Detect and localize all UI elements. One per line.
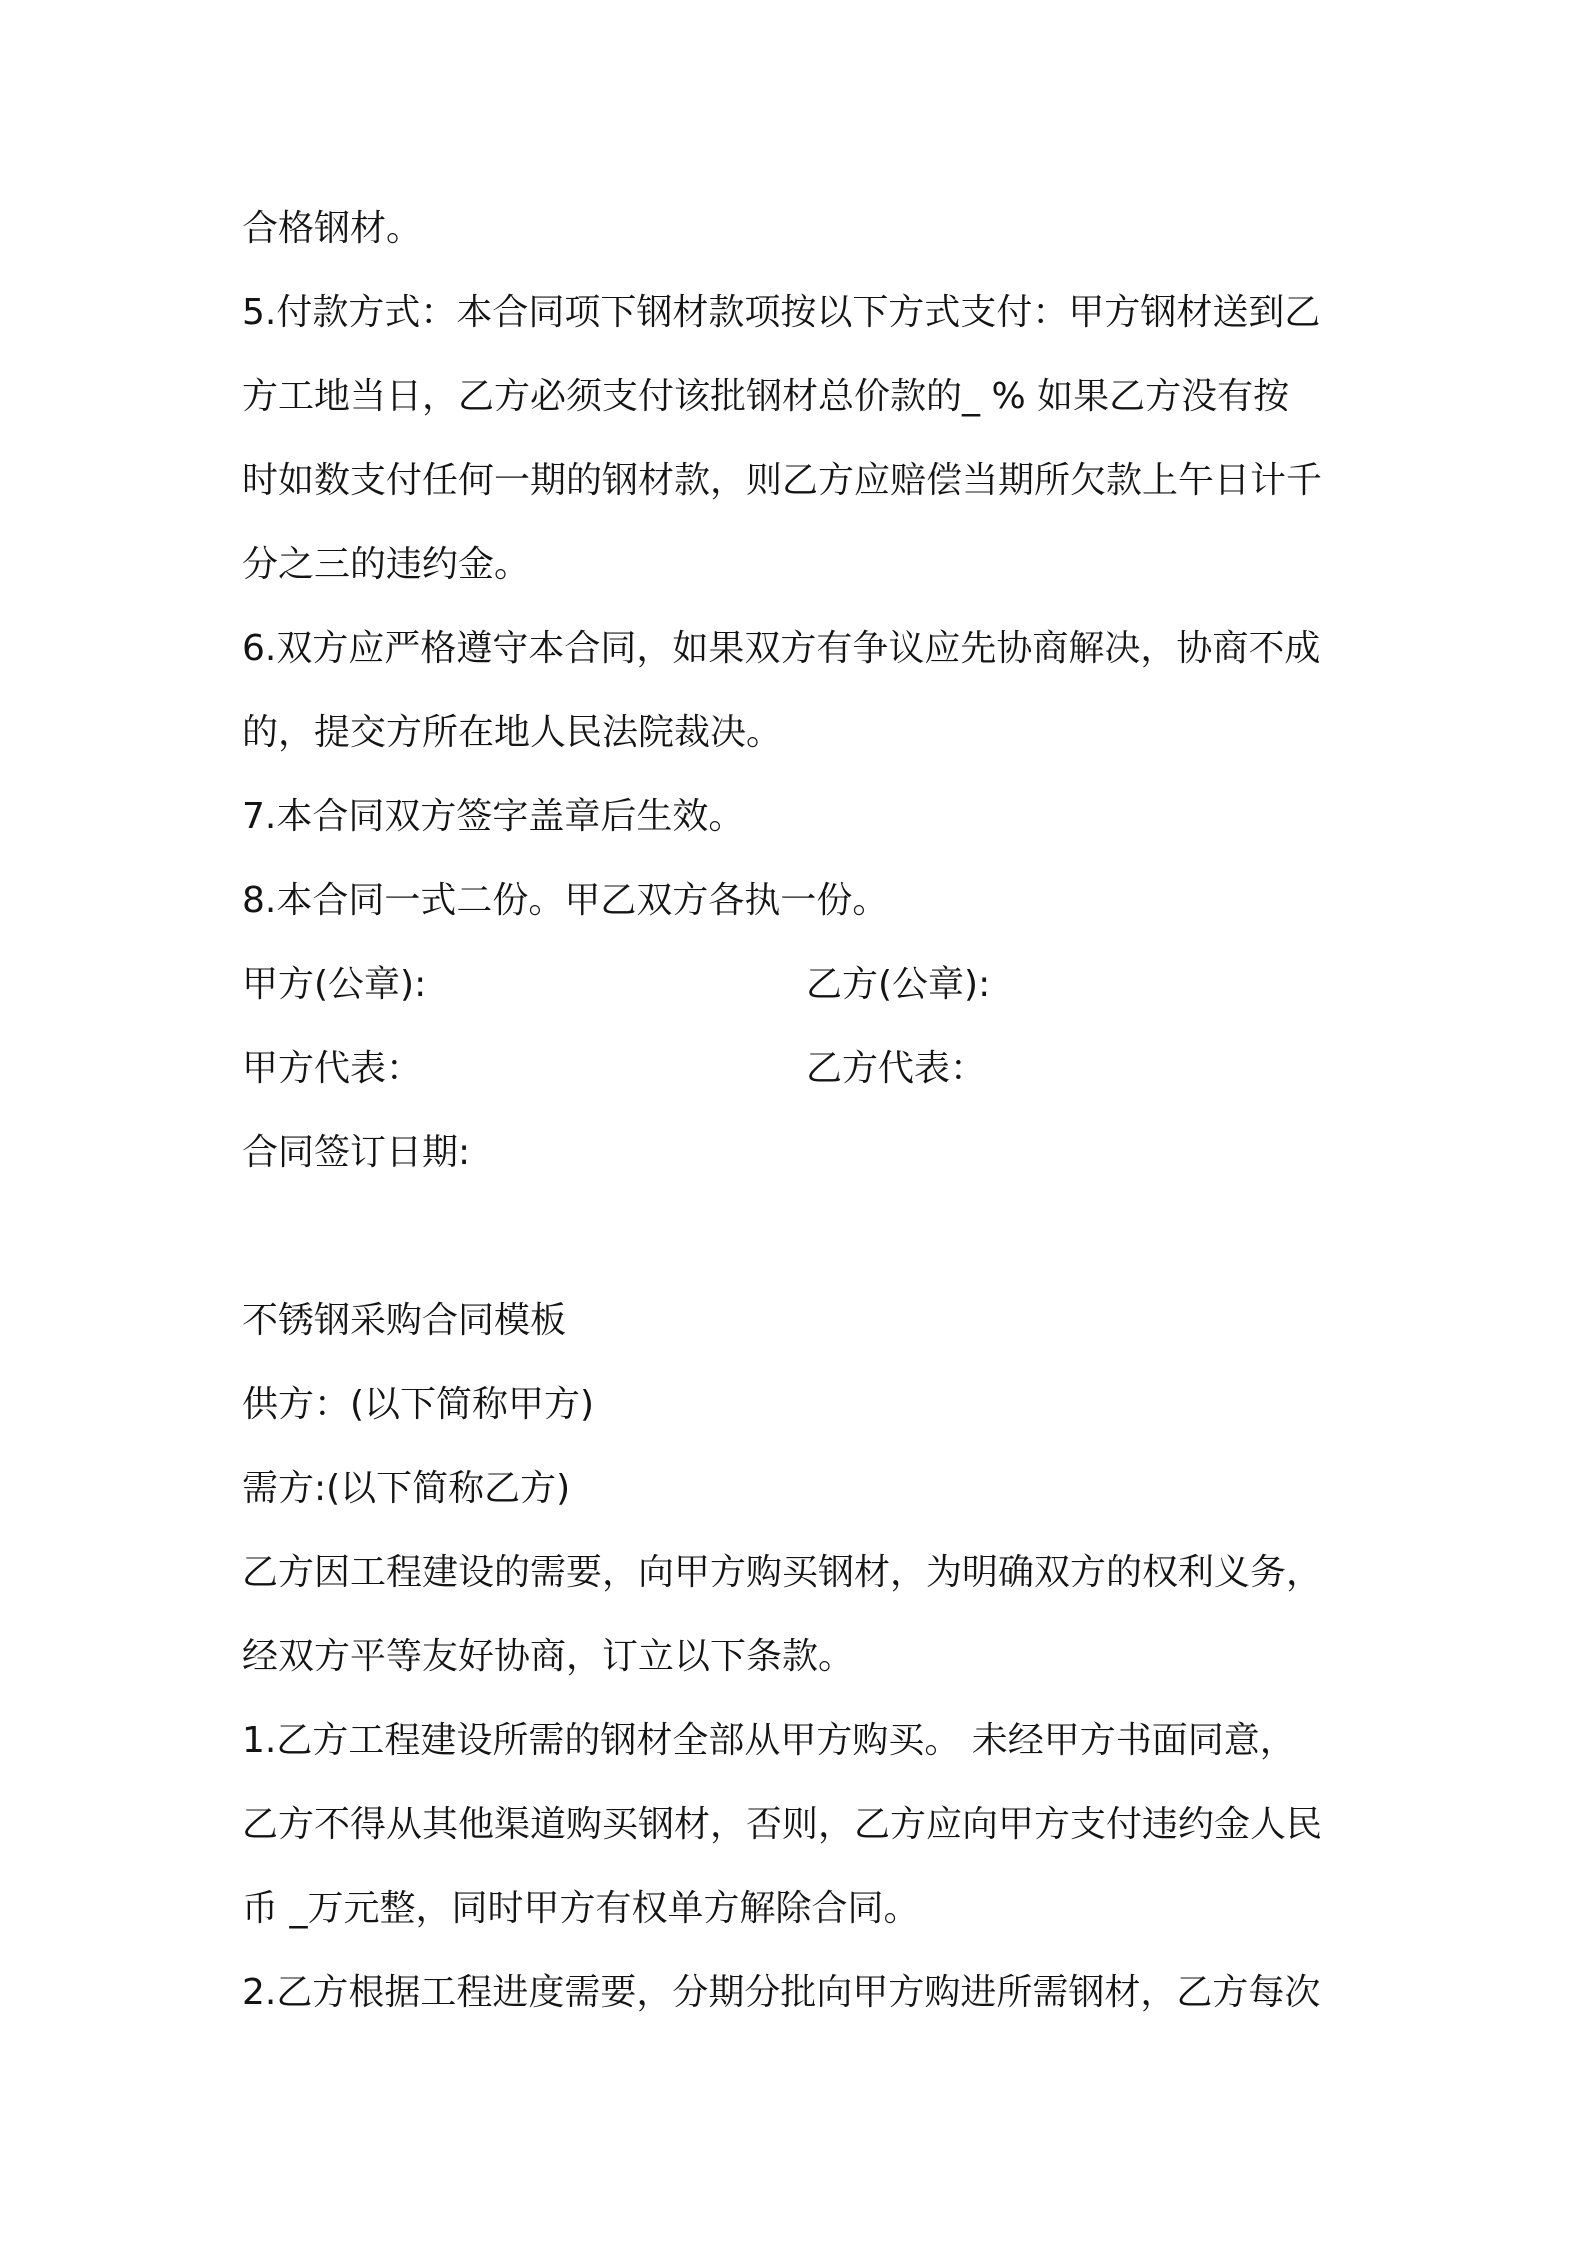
paragraph-line: 2.乙方根据工程进度需要，分期分批向甲方购进所需钢材，乙方每次 [242, 1972, 1321, 2013]
paragraph-line: 方工地当日，乙方必须支付该批钢材总价款的_ % 如果乙方没有按 [242, 376, 1290, 417]
party-b-rep-label: 乙方代表： [806, 1048, 987, 1089]
paragraph-line: 的，提交方所在地人民法院裁决。 [242, 712, 783, 753]
paragraph-line: 合格钢材。 [242, 208, 423, 249]
paragraph-line: 供方：(以下简称甲方) [242, 1384, 595, 1425]
paragraph-line: 乙方因工程建设的需要，向甲方购买钢材，为明确双方的权利义务， [242, 1552, 1323, 1593]
paragraph-line: 时如数支付任何一期的钢材款，则乙方应赔偿当期所欠款上午日计千 [242, 460, 1323, 501]
paragraph-line: 7.本合同双方签字盖章后生效。 [242, 796, 745, 837]
paragraph-line: 经双方平等友好协商，订立以下条款。 [242, 1636, 855, 1677]
paragraph-line: 币 _万元整，同时甲方有权单方解除合同。 [242, 1888, 920, 1929]
party-a-seal-label: 甲方(公章): [242, 964, 427, 1005]
paragraph-line: 5.付款方式：本合同项下钢材款项按以下方式支付：甲方钢材送到乙 [242, 292, 1321, 333]
paragraph-line: 8.本合同一式二份。甲乙双方各执一份。 [242, 880, 889, 921]
paragraph-line: 6.双方应严格遵守本合同，如果双方有争议应先协商解决，协商不成 [242, 628, 1321, 669]
paragraph-line: 分之三的违约金。 [242, 544, 531, 585]
paragraph-line: 乙方不得从其他渠道购买钢材，否则，乙方应向甲方支付违约金人民 [242, 1804, 1323, 1845]
party-a-rep-label: 甲方代表： [242, 1048, 423, 1089]
party-b-seal-label: 乙方(公章): [806, 964, 991, 1005]
sign-date-label: 合同签订日期: [242, 1132, 471, 1173]
paragraph-line: 1.乙方工程建设所需的钢材全部从甲方购买。 未经甲方书面同意， [242, 1720, 1296, 1761]
section-title: 不锈钢采购合同模板 [242, 1300, 567, 1341]
paragraph-line: 需方:(以下简称乙方) [242, 1468, 571, 1509]
